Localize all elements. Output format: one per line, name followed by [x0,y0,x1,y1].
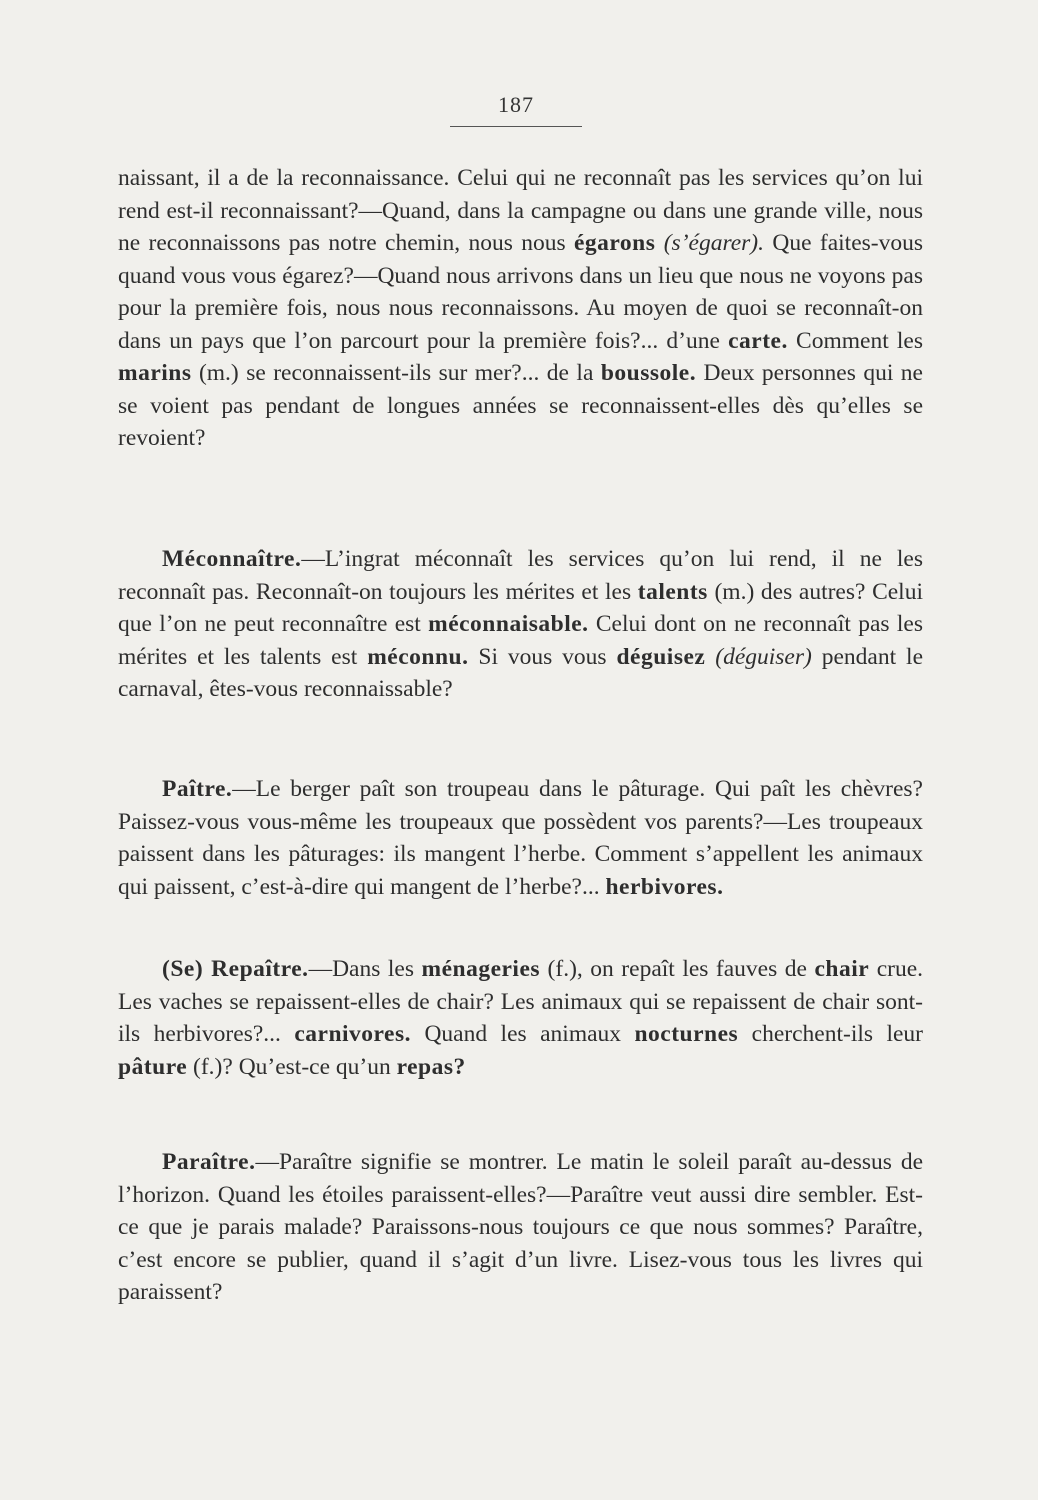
text-run: (m.) des autres? Celui que l’on ne peut reconnaître est [118,578,923,637]
paragraph-meconnaitre [118,543,923,706]
page-number: 187 [498,92,534,117]
text-run: Deux personnes qui ne se voient pas pendant de longues années se reconnaissent-elles dès qu’elles se revoient? [118,360,923,451]
text-run: —Le berger paît son troupeau dans le pâturage. Qui paît les chèvres? Paissez-vous vous-même les troupeaux que possèdent vos parents?—Les troupeaux paissent dans les pâturages: ils mangent l’herbe. Comment s’appellent les animaux qui paissent, c’est-à-dire qui mangent de l’herbe?... [118,776,923,900]
text-run: naissant, il a de la reconnaissance. Celui qui ne reconnaît pas les services qu’on lui rend est-il reconnaissant?—Quand, dans la campagne ou dans une grande ville, nous ne reconnaissons pas notre chemin, nous nous [118,165,923,256]
paragraph-repaitre [118,953,923,1083]
text-run: Que faites-vous quand vous vous égarez?—Quand nous arrivons dans un lieu que nous ne voyons pas pour la première fois, nous nous reconnaissons. Au moyen de quoi se reconnaît-on dans un pays que l’on parcourt pour la première fois?... d’une [118,230,923,354]
bold-term: déguisez [616,643,706,670]
bold-term: chair [814,956,870,982]
text-run: —L’ingrat méconnaît les services qu’on lui rend, il ne les reconnaît pas. Reconnaît-on toujours les mérites et les [118,546,923,605]
bold-term: Méconnaître. [162,546,302,572]
text-run: pendant le carnaval, êtes-vous reconnaissable? [118,643,923,702]
paragraph-paitre [118,773,923,903]
paragraph-paraitre [118,1146,923,1309]
paragraph-reconnaitre [118,162,923,455]
bold-term: carte. [728,327,788,354]
paragraph-text [118,162,923,455]
bold-term: boussole. [600,360,697,386]
bold-term: (Se) Repaître. [162,956,309,982]
bold-term: ménageries [421,956,541,982]
text-run: Si vous vous [468,643,617,670]
bold-term: nocturnes [634,1021,739,1047]
bold-term: Paître. [162,776,233,802]
paragraph-text [118,773,923,903]
italic-term: (s’égarer). [663,230,765,256]
bold-term: Paraître. [162,1149,256,1175]
text-run: Celui dont on ne reconnaît pas les mérites et les talents est [118,611,923,670]
text-run: (f.)? Qu’est-ce qu’un [187,1053,397,1080]
text-run: —Paraître signifie se montrer. Le matin le soleil paraît au-dessus de l’horizon. Quand les étoiles paraissent-elles?—Paraître veut aussi dire sembler. Est-ce que je parais malade? Paraissons-nous toujours ce que nous sommes? Paraître, c’est encore se publier, quand il s’agit d’un livre. Lisez-vous tous les livres qui paraissent? [118,1149,923,1305]
text-run: (f.), on repaît les fauves de [540,956,815,982]
bold-term: repas? [396,1053,466,1080]
paragraph-text [118,1146,923,1309]
bold-term: herbivores. [605,873,724,900]
text-run: cherchent-ils leur [738,1021,923,1047]
bold-term: talents [637,578,708,605]
bold-term: égarons [573,230,656,256]
text-run: crue. Les vaches se repaissent-elles de chair? Les animaux qui se repaissent de chair sont-ils herbivores?... [118,956,924,1047]
italic-term: (déguiser) [715,643,812,670]
text-run [655,230,663,256]
text-run: —Dans les [308,956,422,982]
bold-term: carnivores. [294,1021,412,1047]
bold-term: pâture [118,1053,188,1080]
text-run: Comment les [787,327,924,354]
paragraph-text [118,543,923,706]
page-number-rule [450,126,582,127]
bold-term: marins [118,360,192,386]
text-run: (m.) se reconnaissent-ils sur mer?... de la [191,360,601,386]
text-run: Quand les animaux [411,1021,635,1047]
bold-term: méconnaisable. [428,611,589,637]
paragraph-text [118,953,923,1083]
text-run [705,644,715,670]
bold-term: méconnu. [367,643,469,670]
